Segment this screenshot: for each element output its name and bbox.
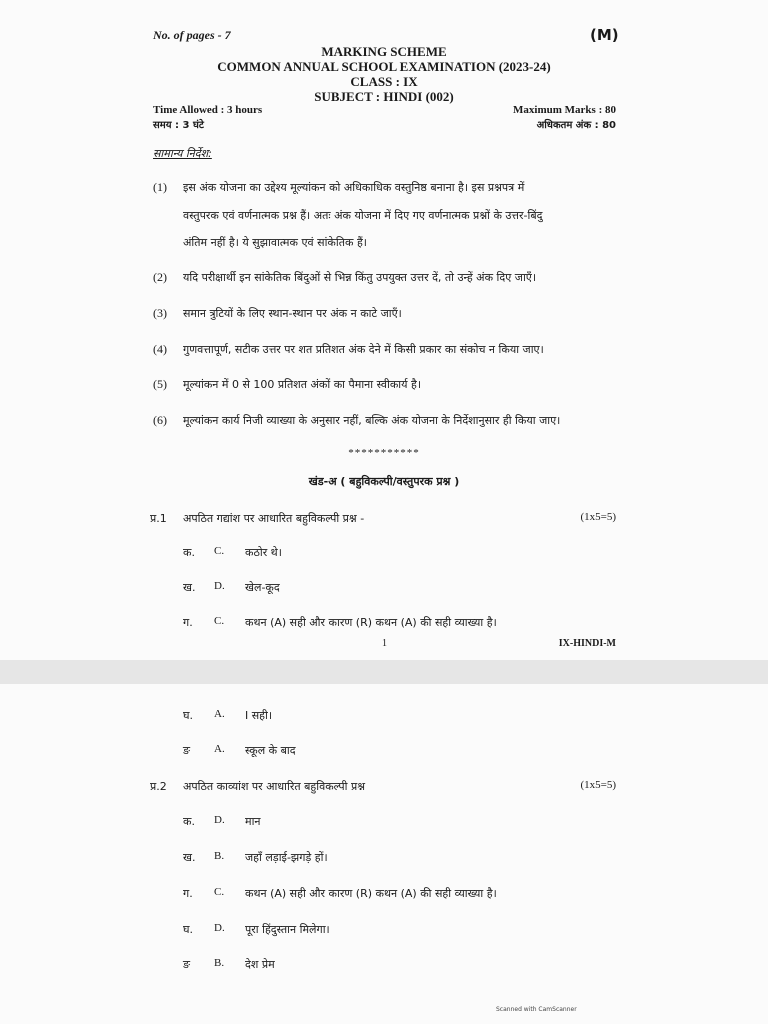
answer-option: A. (214, 743, 225, 755)
answer-text: मान (245, 815, 261, 828)
max-marks-hindi: अधिकतम अंक : 80 (536, 120, 616, 131)
answer-label: क. (183, 815, 195, 828)
page-gap (0, 660, 768, 684)
instruction-text: यदि परीक्षार्थी इन सांकेतिक बिंदुओं से भिन्न किंतु उपयुक्त उत्तर दें, तो उन्हें अंक दिए जाएँ। (183, 271, 537, 284)
answer-option: D. (214, 814, 225, 826)
header-line-2: COMMON ANNUAL SCHOOL EXAMINATION (2023-24) (217, 59, 551, 74)
instruction-text: वस्तुपरक एवं वर्णनात्मक प्रश्न हैं। अतः अंक योजना में दिए गए वर्णनात्मक प्रश्नों के उत्तर-बिंदु (183, 209, 543, 222)
question-number: प्र.2 (150, 780, 167, 793)
paper-code: (M) (590, 26, 619, 44)
answer-text: खेल-कूद (245, 581, 280, 594)
answer-text: पूरा हिंदुस्तान मिलेगा। (245, 923, 330, 936)
answer-text: I सही। (245, 709, 273, 722)
separator-stars: *********** (348, 447, 420, 459)
answer-text: जहाँ लड़ाई-झगड़े हों। (245, 851, 328, 864)
question-number: प्र.1 (150, 512, 167, 525)
answer-text: कठोर थे। (245, 546, 282, 559)
instruction-number: (3) (153, 306, 167, 320)
instruction-number: (6) (153, 413, 167, 427)
answer-option: C. (214, 886, 225, 898)
page-number: 1 (382, 638, 387, 649)
answer-label: ग. (183, 616, 193, 629)
answer-label: घ. (183, 709, 193, 722)
instruction-text: गुणवत्तापूर्ण, सटीक उत्तर पर शत प्रतिशत अंक देने में किसी प्रकार का संकोच न किया जाए। (183, 343, 544, 356)
instructions-heading: सामान्य निर्देश: (153, 147, 212, 160)
time-allowed: Time Allowed : 3 hours (153, 104, 263, 116)
instruction-text: इस अंक योजना का उद्देश्य मूल्यांकन को अधिकाधिक वस्तुनिष्ठ बनाना है। इस प्रश्नपत्र में (183, 181, 525, 194)
scanner-watermark: Scanned with CamScanner (496, 1006, 577, 1013)
answer-option: D. (214, 922, 225, 934)
instruction-number: (4) (153, 342, 167, 356)
instruction-number: (2) (153, 270, 167, 284)
answer-option: B. (214, 957, 225, 969)
page-2 (0, 684, 768, 1024)
answer-option: D. (214, 580, 225, 592)
answer-label: ख. (183, 581, 196, 594)
question-marks: (1x5=5) (580, 779, 616, 791)
answer-label: ङ (183, 744, 191, 757)
instruction-number: (5) (153, 377, 167, 391)
header-line-4: SUBJECT : HINDI (002) (314, 89, 454, 104)
answer-label: ख. (183, 851, 196, 864)
max-marks: Maximum Marks : 80 (513, 104, 616, 116)
time-allowed-hindi: समय : 3 घंटे (153, 120, 204, 131)
answer-option: A. (214, 708, 225, 720)
footer-code: IX-HINDI-M (558, 638, 616, 649)
answer-label: क. (183, 546, 195, 559)
instruction-number: (1) (153, 180, 167, 194)
answer-label: ग. (183, 887, 193, 900)
question-text: अपठित गद्यांश पर आधारित बहुविकल्पी प्रश्न - (183, 512, 365, 525)
answer-label: ङ (183, 958, 191, 971)
answer-text: स्कूल के बाद (245, 744, 296, 757)
answer-label: घ. (183, 923, 193, 936)
instruction-text: अंतिम नहीं है। ये सुझावात्मक एवं सांकेतिक हैं। (183, 236, 367, 249)
header-line-1: MARKING SCHEME (321, 44, 447, 59)
section-title: खंड-अ ( बहुविकल्पी/वस्तुपरक प्रश्न ) (308, 475, 460, 488)
question-text: अपठित काव्यांश पर आधारित बहुविकल्पी प्रश्न (183, 780, 366, 793)
page-count: No. of pages - 7 (153, 28, 231, 42)
instruction-text: समान त्रुटियों के लिए स्थान-स्थान पर अंक न काटे जाएँ। (183, 307, 402, 320)
answer-text: कथन (A) सही और कारण (R) कथन (A) की सही व्याख्या है। (245, 887, 497, 900)
instruction-text: मूल्यांकन में 0 से 100 प्रतिशत अंकों का पैमाना स्वीकार्य है। (183, 378, 422, 391)
answer-text: देश प्रेम (245, 958, 275, 971)
instruction-text: मूल्यांकन कार्य निजी व्याख्या के अनुसार नहीं, बल्कि अंक योजना के निर्देशानुसार ही किया जाए। (183, 414, 561, 427)
answer-option: B. (214, 850, 225, 862)
answer-option: C. (214, 545, 225, 557)
answer-text: कथन (A) सही और कारण (R) कथन (A) की सही व्याख्या है। (245, 616, 497, 629)
answer-option: C. (214, 615, 225, 627)
question-marks: (1x5=5) (580, 511, 616, 523)
header-line-3: CLASS : IX (350, 74, 418, 89)
